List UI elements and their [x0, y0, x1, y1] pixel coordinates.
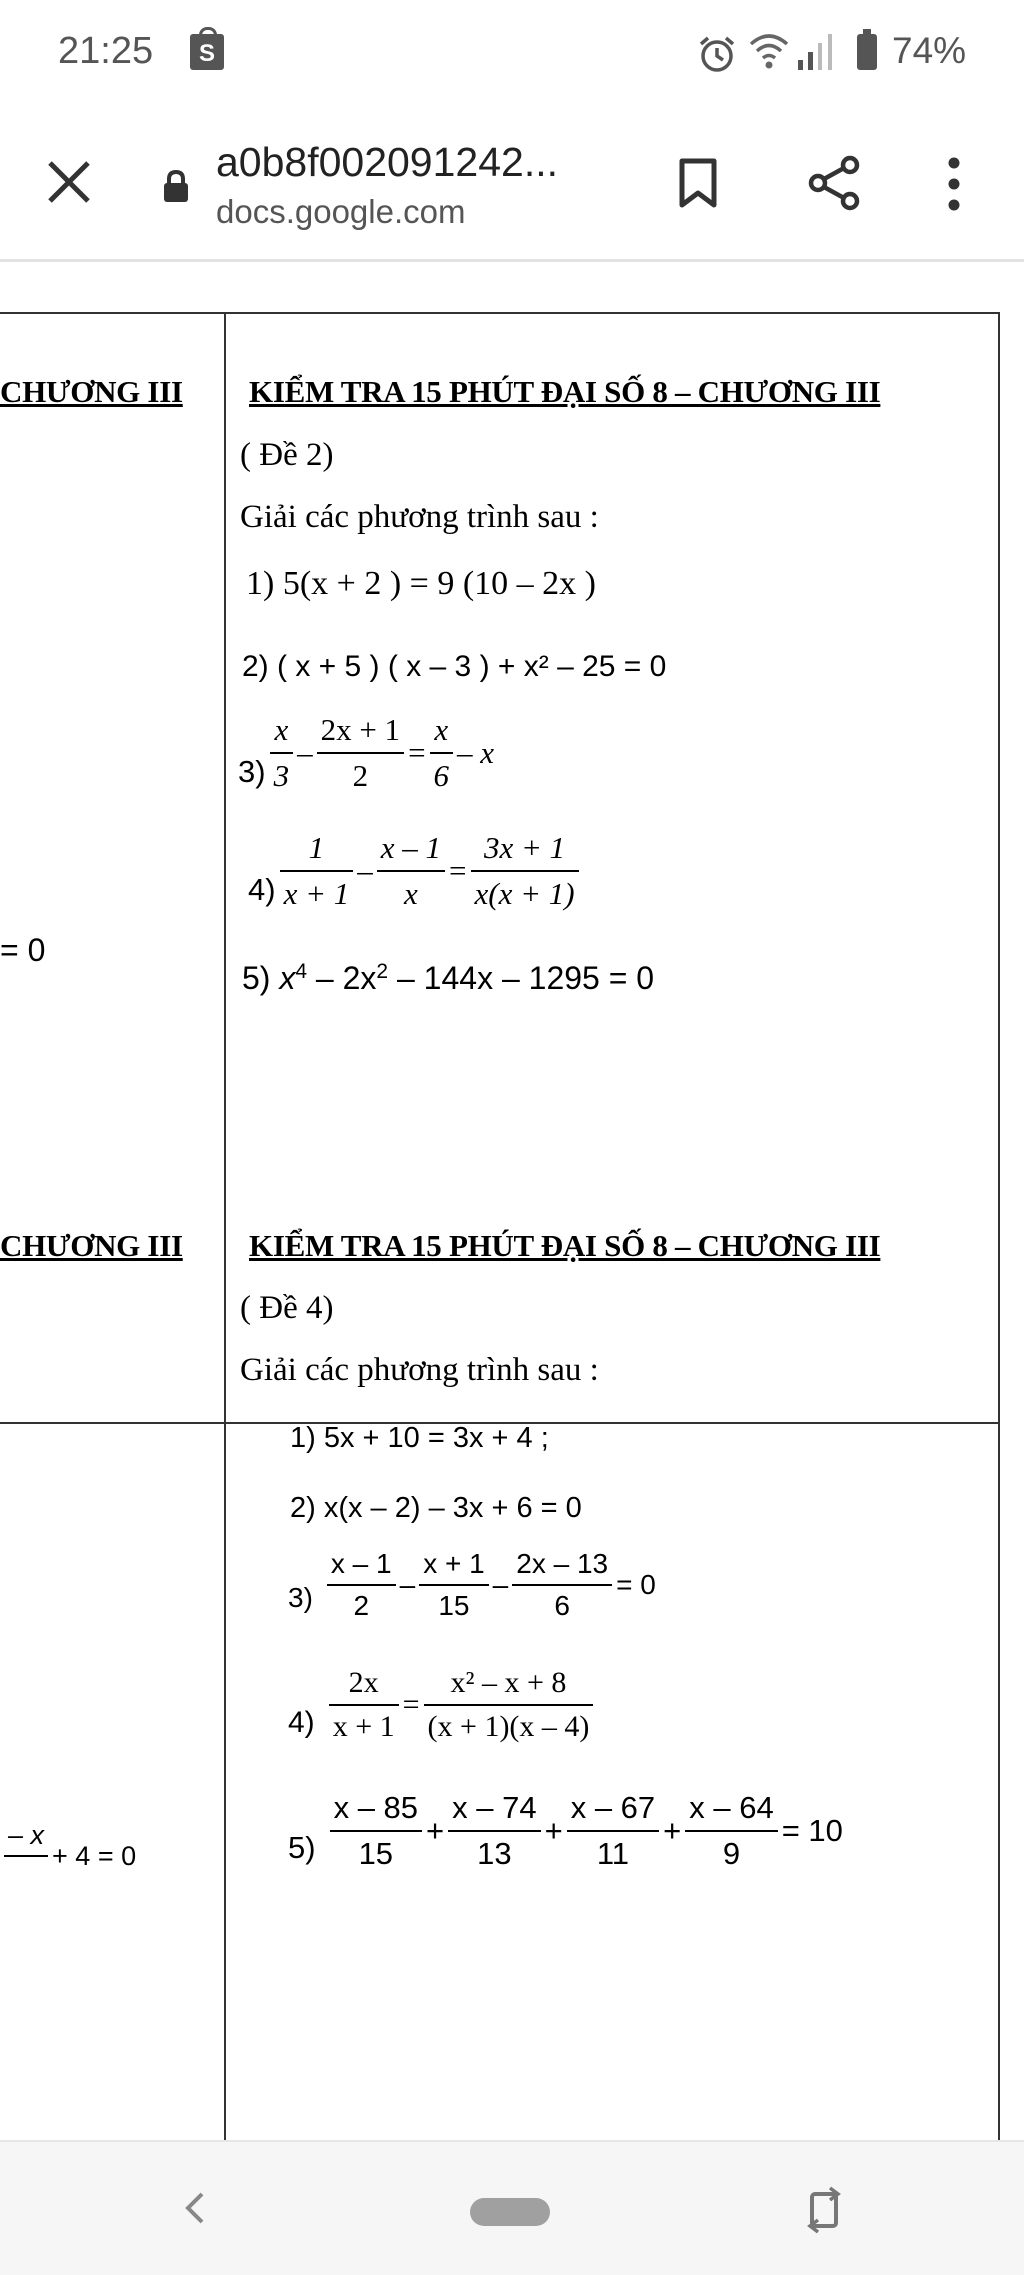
test-4-problem-2: 2) x(x – 2) – 3x + 6 = 0 [290, 1492, 582, 1524]
page-domain[interactable]: docs.google.com [216, 193, 466, 230]
test-4-problem-5: 5) $\frac{x - 85}{15}$ + $\frac{x - 74}{13}$ + $\frac{x - 67}{11}$ + $\frac{x - 64}{9}$ = 10 [288, 1790, 843, 1871]
page-title[interactable]: a0b8f002091242... [216, 139, 558, 185]
signal-icon [796, 32, 838, 72]
left-fragment-2 [0, 1820, 136, 1892]
wifi-icon [748, 30, 790, 74]
rotate-icon[interactable] [806, 2186, 842, 2234]
close-icon[interactable] [44, 157, 94, 207]
test-4-instruction: Giải các phương trình sau : [240, 1352, 599, 1388]
alarm-icon [697, 34, 737, 74]
table-border-top [0, 312, 1000, 314]
share-icon[interactable] [806, 155, 862, 211]
test-2-problem-1: 1) 5(x + 2 ) = 9 (10 – 2x ) [246, 565, 596, 602]
left-heading-1: CHƯƠNG III [0, 374, 183, 409]
test-4-problem-4: 4) $\frac{2x}{x + 1}$ = $\frac{\text{x² – x + 8}}{(x + 1)(x - 4)}$ [288, 1666, 597, 1744]
test-2-instruction: Giải các phương trình sau : [240, 499, 599, 535]
table-border-right [998, 312, 1000, 2140]
left-fragment-1: = 0 [0, 932, 46, 968]
test-4-problem-1: 1) 5x + 10 = 3x + 4 ; [290, 1422, 549, 1454]
status-bar [0, 0, 1024, 105]
browser-toolbar [0, 105, 1024, 262]
left-fragment-2-rest: + 4 = 0 [52, 1840, 137, 1871]
test-4-variant: ( Đề 4) [240, 1290, 334, 1326]
test-4-problem-3: 3) $\frac{x - 1}{2}$ – $\frac{x + 1}{15}$ – $\frac{2x - 13}{6}$ = 0 [288, 1548, 656, 1621]
back-icon[interactable] [180, 2188, 210, 2228]
bookmark-icon[interactable] [676, 157, 720, 209]
lock-icon [162, 169, 190, 203]
left-heading-2: CHƯƠNG III [0, 1228, 183, 1263]
navigation-bar [0, 2140, 1024, 2275]
battery-icon [857, 34, 877, 70]
battery-percentage: 74% [892, 30, 967, 71]
document-viewer[interactable] [0, 262, 1024, 2140]
test-2-heading: KIỂM TRA 15 PHÚT ĐẠI SỐ 8 – CHƯƠNG III [249, 374, 881, 409]
test-2-variant: ( Đề 2) [240, 437, 334, 473]
table-column-divider [224, 312, 226, 2140]
shopping-bag-icon: S [190, 34, 224, 70]
test-4-heading: KIỂM TRA 15 PHÚT ĐẠI SỐ 8 – CHƯƠNG III [249, 1228, 881, 1263]
test-2-problem-2: 2) ( x + 5 ) ( x – 3 ) + x² – 25 = 0 [242, 650, 667, 683]
home-pill-icon[interactable] [470, 2198, 550, 2226]
left-fragment-2-num: – x [4, 1820, 48, 1857]
test-2-problem-4: 4) $\frac{1}{x + 1}$ – $\frac{x - 1}{x}$ = $\frac{3x + 1}{x(x + 1)}$ [248, 830, 583, 912]
test-2-problem-3: 3) $\frac{x}{3}$ – $\frac{2x + 1}{2}$ = $\frac{x}{6}$ – x [238, 712, 495, 793]
test-2-problem-5: 5) x $^4$ – 2x $^2$ – 144x – 1295 = 0 [242, 960, 655, 996]
status-time: 21:25 [58, 30, 154, 72]
more-options-icon[interactable] [940, 155, 968, 213]
